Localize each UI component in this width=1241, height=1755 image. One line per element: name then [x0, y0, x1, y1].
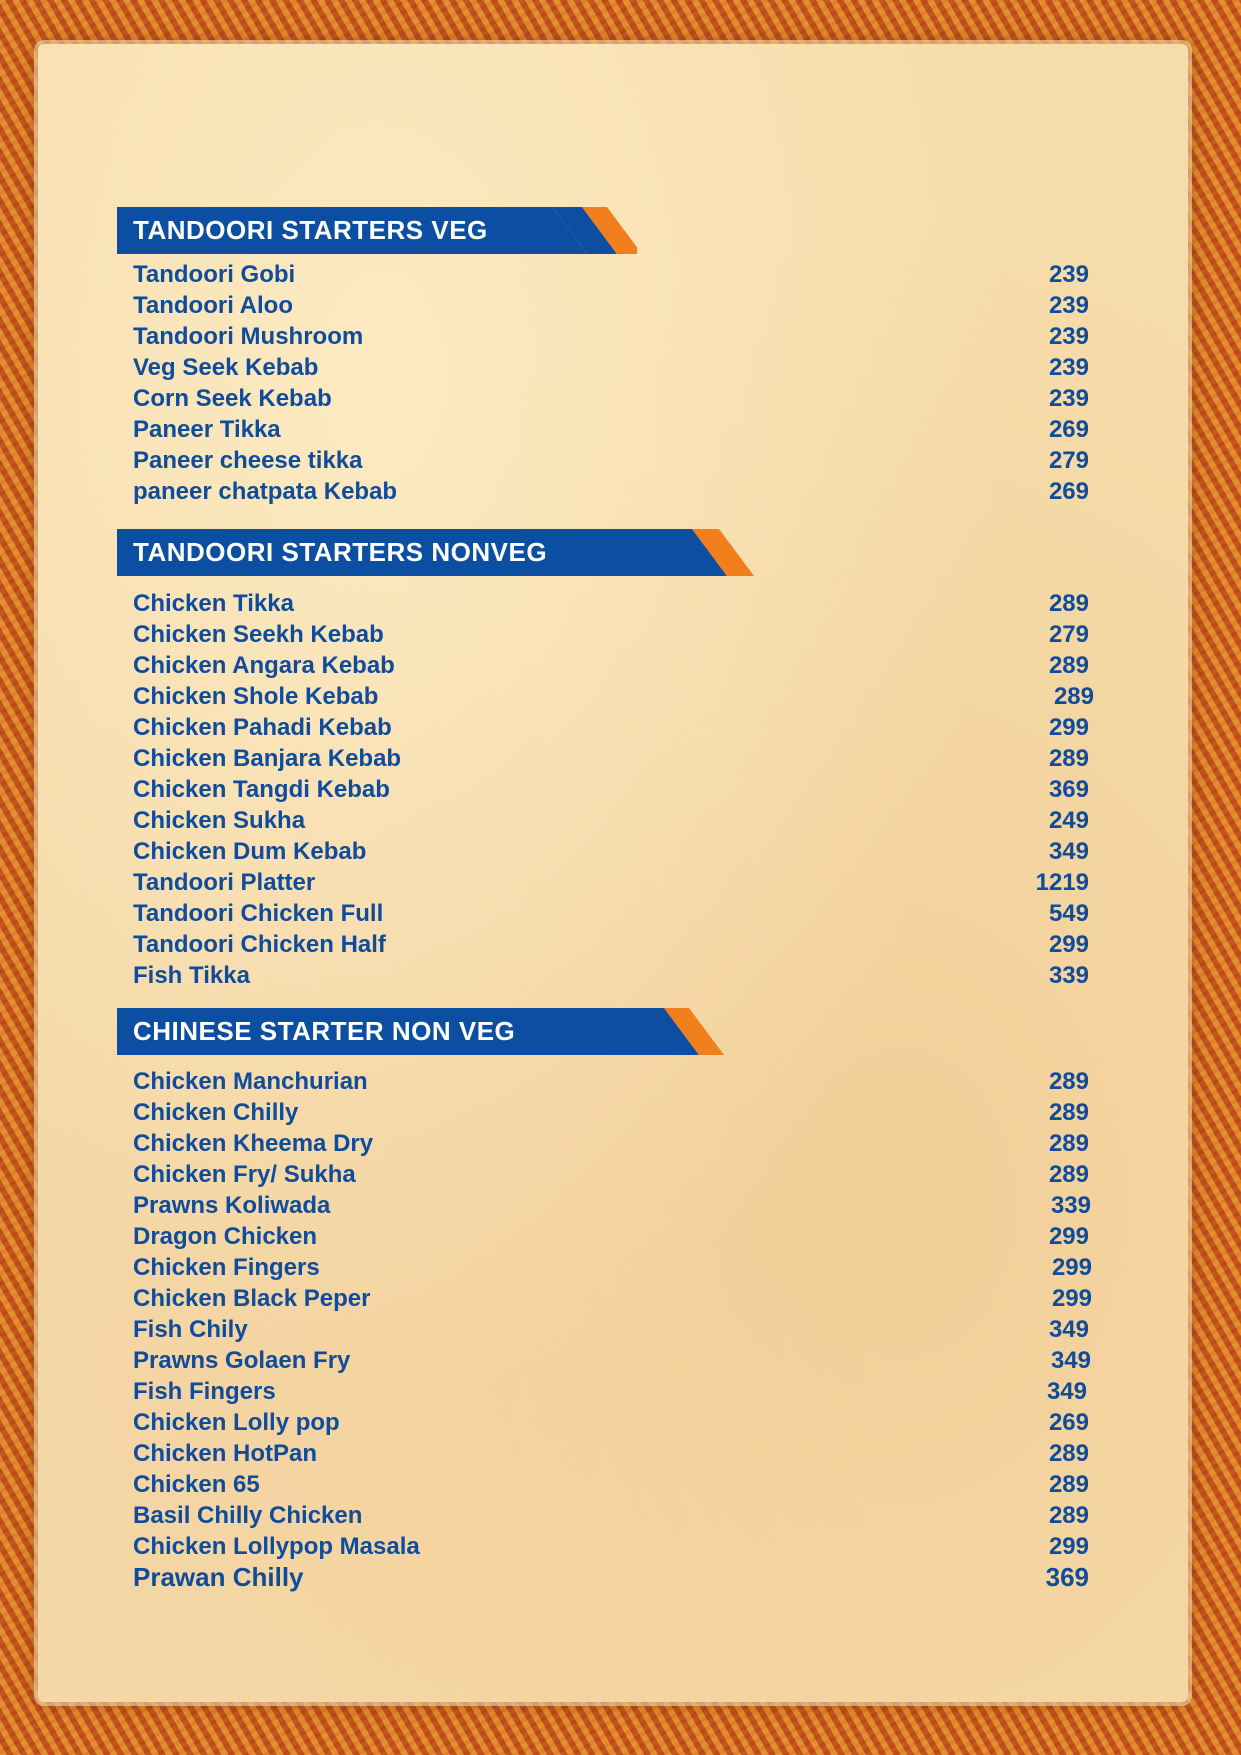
item-name: Tandoori Mushroom	[133, 323, 364, 350]
menu-item	[117, 681, 1097, 712]
item-price: 369	[1045, 1562, 1089, 1592]
menu-item	[117, 1500, 1097, 1531]
item-name: Chicken Fry/ Sukha	[133, 1161, 356, 1188]
item-list	[117, 588, 1097, 991]
item-name: Chicken Pahadi Kebab	[133, 714, 392, 741]
section-banner	[117, 207, 1097, 254]
section-chinese-nonveg	[117, 1008, 1097, 1593]
item-price: 299	[1048, 1533, 1089, 1560]
item-name: Chicken Manchurian	[133, 1068, 368, 1095]
section-banner	[117, 529, 1097, 576]
menu-item	[117, 1314, 1097, 1345]
item-name: Chicken Fingers	[133, 1254, 320, 1281]
item-price: 369	[1048, 776, 1089, 803]
item-name: Chicken Kheema Dry	[133, 1130, 374, 1157]
menu-item	[117, 712, 1097, 743]
item-name: Chicken Seekh Kebab	[133, 621, 384, 648]
menu-item	[117, 445, 1097, 476]
menu-item	[117, 1128, 1097, 1159]
menu-item	[117, 650, 1097, 681]
item-name: Corn Seek Kebab	[133, 385, 332, 412]
item-name: Chicken Tangdi Kebab	[133, 776, 390, 803]
menu-item	[117, 259, 1097, 290]
item-price: 289	[1048, 1471, 1089, 1498]
item-name: Prawns Golaen Fry	[133, 1347, 351, 1374]
menu-item	[117, 1562, 1097, 1593]
item-price: 289	[1048, 1161, 1089, 1188]
item-price: 289	[1048, 1099, 1089, 1126]
item-name: Tandoori Chicken Half	[133, 931, 386, 958]
item-price: 339	[1048, 962, 1089, 989]
menu-item	[117, 383, 1097, 414]
menu-item	[117, 960, 1097, 991]
item-name: Chicken Dum Kebab	[133, 838, 367, 865]
item-price: 269	[1048, 478, 1089, 505]
item-name: Fish Tikka	[133, 962, 250, 989]
item-name: Chicken Tikka	[133, 590, 294, 617]
menu-item	[117, 774, 1097, 805]
section-title: CHINESE STARTER NON VEG	[133, 1016, 516, 1046]
section-banner	[117, 1008, 1097, 1055]
item-name: Paneer cheese tikka	[133, 447, 363, 474]
item-price: 239	[1048, 323, 1089, 350]
item-name: Tandoori Gobi	[133, 261, 296, 288]
menu-item	[117, 476, 1097, 507]
item-name: Chicken 65	[133, 1471, 260, 1498]
menu-item	[117, 836, 1097, 867]
item-name: Chicken Banjara Kebab	[133, 745, 402, 772]
item-name: Chicken Black Peper	[133, 1285, 371, 1312]
menu-item	[117, 1190, 1097, 1221]
item-price: 239	[1048, 385, 1089, 412]
section-title: TANDOORI STARTERS NONVEG	[133, 537, 548, 567]
item-price: 289	[1048, 1130, 1089, 1157]
item-price: 289	[1048, 1068, 1089, 1095]
menu-item	[117, 1066, 1097, 1097]
item-price: 549	[1048, 900, 1089, 927]
item-price: 299	[1051, 1285, 1092, 1312]
menu-item	[117, 1221, 1097, 1252]
item-name: Chicken Lollypop Masala	[133, 1533, 420, 1560]
menu-item	[117, 1345, 1097, 1376]
menu-item	[117, 1469, 1097, 1500]
item-price: 279	[1048, 621, 1089, 648]
menu-item	[117, 321, 1097, 352]
item-name: Chicken Angara Kebab	[133, 652, 395, 679]
item-name: Chicken Shole Kebab	[133, 683, 379, 710]
menu-item	[117, 743, 1097, 774]
menu-item	[117, 1407, 1097, 1438]
item-price: 289	[1048, 745, 1089, 772]
menu-item	[117, 352, 1097, 383]
item-name: Prawns Koliwada	[133, 1192, 331, 1219]
menu-item	[117, 867, 1097, 898]
item-name: Tandoori Platter	[133, 869, 316, 896]
item-price: 299	[1048, 1223, 1089, 1250]
item-price: 239	[1048, 292, 1089, 319]
menu-item	[117, 929, 1097, 960]
item-price: 239	[1048, 261, 1089, 288]
item-price: 299	[1051, 1254, 1092, 1281]
item-price: 349	[1046, 1378, 1087, 1405]
item-name: Chicken Lolly pop	[133, 1409, 340, 1436]
item-list	[117, 259, 1097, 507]
item-name: Chicken HotPan	[133, 1440, 318, 1467]
item-price: 299	[1048, 931, 1089, 958]
item-name: Prawan Chilly	[133, 1562, 304, 1592]
item-name: Chicken Sukha	[133, 807, 306, 834]
menu-item	[117, 1283, 1097, 1314]
menu-item	[117, 1531, 1097, 1562]
item-name: Paneer Tikka	[133, 416, 281, 443]
menu-item	[117, 1376, 1097, 1407]
item-price: 299	[1048, 714, 1089, 741]
item-price: 289	[1048, 1502, 1089, 1529]
menu-item	[117, 588, 1097, 619]
item-price: 349	[1048, 1316, 1089, 1343]
item-price: 349	[1050, 1347, 1091, 1374]
item-name: Basil Chilly Chicken	[133, 1502, 363, 1529]
item-price: 249	[1048, 807, 1089, 834]
menu-item	[117, 805, 1097, 836]
section-title: TANDOORI STARTERS VEG	[133, 215, 488, 245]
item-price: 269	[1048, 1409, 1089, 1436]
item-name: Veg Seek Kebab	[133, 354, 319, 381]
item-name: Tandoori Aloo	[133, 292, 293, 319]
section-tandoori-veg	[117, 207, 1097, 507]
item-price: 1219	[1035, 869, 1089, 896]
item-price: 289	[1048, 1440, 1089, 1467]
menu-item	[117, 1252, 1097, 1283]
item-price: 339	[1050, 1192, 1091, 1219]
menu-item	[117, 1438, 1097, 1469]
menu-item	[117, 414, 1097, 445]
item-price: 289	[1048, 652, 1089, 679]
item-name: Chicken Chilly	[133, 1099, 299, 1126]
item-name: Tandoori Chicken Full	[133, 900, 384, 927]
menu-item	[117, 290, 1097, 321]
menu-item	[117, 1097, 1097, 1128]
menu-item	[117, 898, 1097, 929]
item-name: Fish Fingers	[133, 1378, 276, 1405]
item-price: 269	[1048, 416, 1089, 443]
item-price: 289	[1053, 683, 1094, 710]
section-tandoori-nonveg	[117, 529, 1097, 991]
item-name: Fish Chily	[133, 1316, 248, 1343]
menu-item	[117, 1159, 1097, 1190]
item-price: 239	[1048, 354, 1089, 381]
item-price: 279	[1048, 447, 1089, 474]
item-price: 289	[1048, 590, 1089, 617]
menu-item	[117, 619, 1097, 650]
item-list	[117, 1066, 1097, 1593]
item-price: 349	[1048, 838, 1089, 865]
item-name: Dragon Chicken	[133, 1223, 318, 1250]
item-name: paneer chatpata Kebab	[133, 478, 398, 505]
